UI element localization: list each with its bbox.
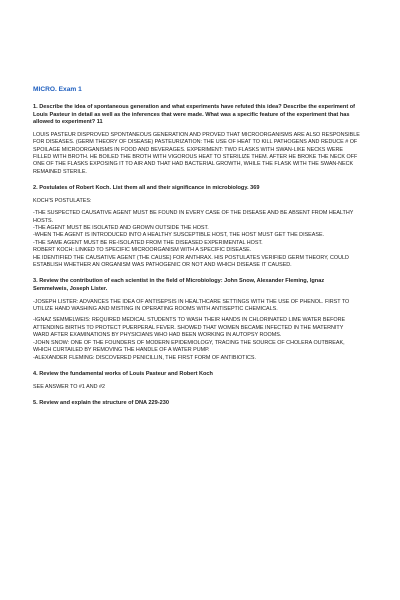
answer-2-line: -WHEN THE AGENT IS INTRODUCED INTO A HEALTHY SUSCEPTIBLE HOST, THE HOST MUST GET THE DISEASE. — [33, 232, 325, 239]
answer-3-semmelweis: -IGNAZ SEMMELWEIS: REQUIRED MEDICAL STUDENTS TO WASH THEIR HANDS IN CHLORINATED LIME WATER BEFORE ATTENDING BIRTHS TO PROTECT PUERPERAL FEVER. SHOWED THAT WOMEN BECAME INFECTED IN THE MATERNITY WARD AFTER EXAMINATIONS BY PHYSICIANS WHO HAD BEEN WORKING IN AUTOPSY ROOMS. — [33, 317, 346, 339]
answer-3-fleming: -ALEXANDER FLEMING: DISCOVERED PENICILLIN, THE FIRST FORM OF ANTIBIOTICS. — [33, 354, 256, 361]
question-2: 2. Postulates of Robert Koch. List them all and their significance in microbiology. 369 — [33, 185, 260, 192]
answer-3-lister: -JOSEPH LISTER: ADVANCES THE IDEA OF ANTISEPSIS IN HEALTHCARE SETTINGS WITH THE USE OF PHENOL. FIRST TO UTILIZE HAND WASHING AND MISTING IN OPERATING ROOMS WITH ANTISEPTIC CHEMICALS. — [33, 298, 350, 313]
answer-2-line: ROBERT KOCH: LINKED TO SPECIFIC MICROORGANISM WITH A SPECIFIC DISEASE. — [33, 247, 252, 254]
answer-2-line: HE IDENTIFIED THE CAUSATIVE AGENT (THE CAUSE) FOR ANTHRAX. HIS POSTULATES VERIFIED GERM THEORY, COULD ESTABLISH WHETHER AN ORGANISM WAS PATHOGENIC OR NOT AND WHICH DISEASE IT CAUSED. — [33, 254, 349, 269]
question-1: 1. Describe the idea of spontaneous generation and what experiments have refuted this idea? Describe the experiment of Louis Pasteur in detail as well as the inferences that were made. What was a specific feature of the experiment that has allowed to experiment? 11 — [33, 104, 356, 126]
answer-4-paragraph: SEE ANSWER TO #1 AND #2 — [33, 383, 106, 390]
section-q5 — [33, 400, 360, 408]
answer-2-line: -THE AGENT MUST BE ISOLATED AND GROWN OUTSIDE THE HOST. — [33, 225, 209, 232]
answer-2-heading: KOCH'S POSTULATES: — [33, 197, 92, 204]
answer-1-paragraph: LOUIS PASTEUR DISPROVED SPONTANEOUS GENERATION AND PROVED THAT MICROORGANISMS ARE ALSO RESPONSIBLE FOR DISEASES. (GERM THEORY OF DISEASE) PASTEURIZATION: THE USE OF HEAT TO KILL PATHOGENS AND REDUCE # OF SPOILAGE MICROORGANISMS IN FOOD AND BEVERAGES. EXPERIMENT: TWO FLASKS WITH SWAN-LIKE NECKS WERE FILLED WITH BROTH. HE BOILED THE BROTH WITH VIGOROUS HEAT TO STERILIZE THEM. AFTER HE BROKE THE NECK OFF ONE OF THE FLASKS EXPOSING IT TO AIR AND THAT HAD BACTERIAL GROWTH, WHILE THE FLASK WITH THE SWAN-NECK REMAINED STERILE. — [33, 131, 360, 175]
document-title: MICRO. Exam 1 — [33, 86, 82, 93]
question-3: 3. Review the contribution of each scientist in the field of Microbiology: John Snow, Alexander Fleming, Ignaz Semmelweis, Joseph Lister. — [33, 278, 325, 293]
question-5: 5. Review and explain the structure of DNA 229-230 — [33, 399, 169, 406]
section-q3 — [33, 278, 360, 361]
answer-2-line: -THE SUSPECTED CAUSATIVE AGENT MUST BE FOUND IN EVERY CASE OF THE DISEASE AND BE ABSENT FROM HEALTHY HOSTS. — [33, 210, 354, 224]
question-4: 4. Review the fundamental works of Louis Pasteur and Robert Koch — [33, 370, 213, 377]
answer-3-snow: -JOHN SNOW: ONE OF THE FOUNDERS OF MODERN EPIDEMIOLOGY, TRACING THE SOURCE OF CHOLERA OUTBREAK, WHICH CURTAILED BY REMOVING THE HANDLE OF A WATER PUMP. — [33, 339, 345, 354]
section-q1 — [33, 104, 360, 176]
answer-2-line: -THE SAME AGENT MUST BE RE-ISOLATED FROM THE DISEASED EXPERIMENTAL HOST. — [33, 239, 263, 246]
section-q2 — [33, 185, 360, 269]
section-q4 — [33, 371, 360, 391]
